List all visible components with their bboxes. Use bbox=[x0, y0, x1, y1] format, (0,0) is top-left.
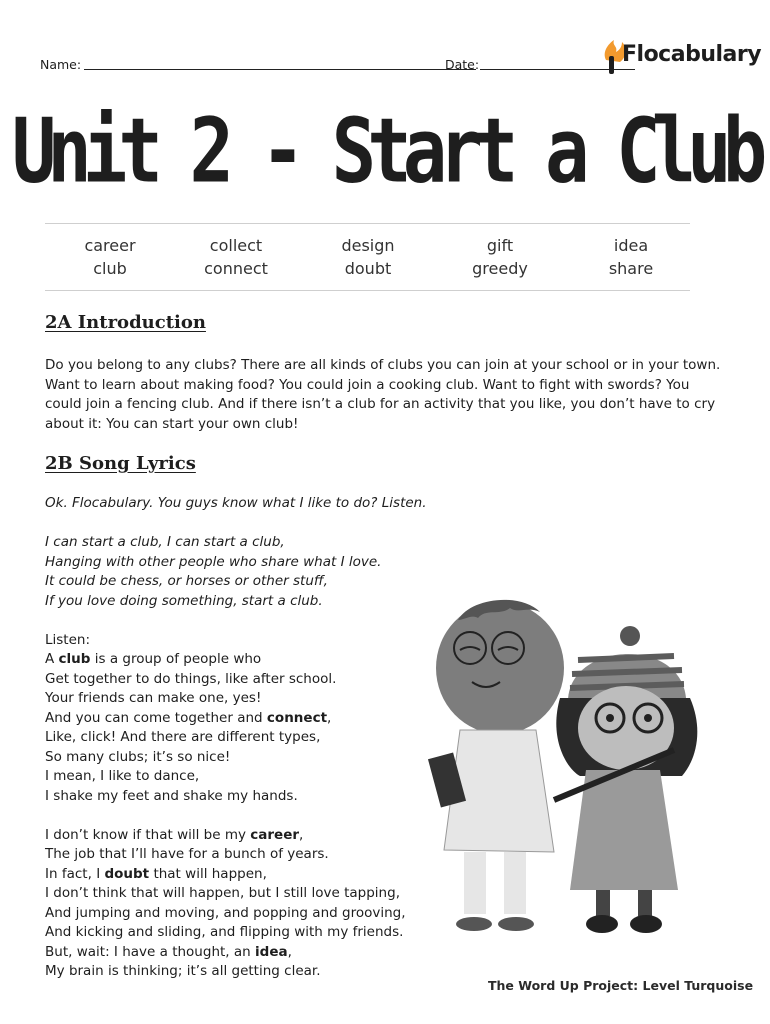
name-label: Name: bbox=[40, 57, 82, 72]
lyric-line: And jumping and moving, and popping and grooving, bbox=[45, 904, 406, 921]
intro-paragraph bbox=[45, 356, 725, 434]
lyric-line: I mean, I like to dance, bbox=[45, 768, 200, 784]
vocab-word: club bbox=[93, 259, 127, 278]
lyric-line: Get together to do things, like after school. bbox=[45, 670, 337, 687]
lyric-line: A club is a group of people who bbox=[45, 651, 262, 667]
vocab-column bbox=[435, 234, 565, 280]
vocab-column bbox=[171, 234, 301, 280]
lyric-line: In fact, I doubt that will happen, bbox=[45, 865, 267, 882]
vocab-word: gift bbox=[486, 236, 514, 255]
logo-text: Flocabulary bbox=[622, 42, 762, 67]
page-title: Unit 2 - Start a Club bbox=[11, 100, 759, 204]
lyric-line: And you can come together and connect, bbox=[45, 709, 332, 726]
intro-line: could join a fencing club. And if there isn’t a club for an activity that you like, you don’t have to cry bbox=[45, 396, 716, 412]
lyric-line: It could be chess, or horses or other stuff, bbox=[45, 573, 328, 589]
lyric-line: And kicking and sliding, and flipping with my friends. bbox=[45, 924, 404, 940]
vocab-word: idea bbox=[613, 236, 649, 255]
lyric-line: I don’t know if that will be my career, bbox=[45, 826, 304, 843]
name-field[interactable] bbox=[84, 69, 476, 70]
lyric-gap bbox=[45, 611, 425, 631]
lyric-line: Like, click! And there are different types, bbox=[45, 729, 321, 745]
lyric-gap bbox=[45, 806, 425, 826]
boy-head bbox=[436, 602, 564, 734]
vocab-word: share bbox=[608, 259, 654, 278]
vocab-column bbox=[303, 234, 433, 280]
kids-illustration bbox=[420, 590, 730, 950]
lyric-line: Listen: bbox=[45, 631, 91, 648]
flocabulary-logo bbox=[600, 38, 762, 76]
vocab-word: connect bbox=[204, 259, 268, 278]
vocab-column bbox=[45, 234, 175, 280]
intro-line: about it: You can start your own club! bbox=[45, 415, 299, 432]
vocab-word: greedy bbox=[472, 259, 528, 278]
vocab-column bbox=[566, 234, 696, 280]
footer-text: The Word Up Project: Level Turquoise bbox=[488, 978, 754, 993]
lyric-line: If you love doing something, start a club. bbox=[45, 592, 323, 609]
lyric-line: The job that I’ll have for a bunch of years. bbox=[45, 846, 329, 862]
lyrics-heading: 2B Song Lyrics bbox=[45, 453, 196, 474]
lyric-line: Hanging with other people who share what I love. bbox=[45, 553, 382, 570]
vocab-word: design bbox=[341, 236, 395, 255]
lyric-line: Your friends can make one, yes! bbox=[45, 690, 262, 706]
lyric-line: Ok. Flocabulary. You guys know what I like to do? Listen. bbox=[45, 495, 427, 511]
lyric-line: But, wait: I have a thought, an idea, bbox=[45, 943, 292, 960]
vocab-word: doubt bbox=[344, 259, 392, 278]
intro-line: Do you belong to any clubs? There are all kinds of clubs you can join at your school or in your town. bbox=[45, 357, 721, 373]
intro-line: Want to learn about making food? You could join a cooking club. Want to fight with swords? You bbox=[45, 376, 690, 393]
lyric-line: My brain is thinking; it’s all getting clear. bbox=[45, 963, 321, 979]
date-label: Date: bbox=[445, 57, 480, 72]
boy-leg-left bbox=[464, 852, 486, 914]
lyric-line: I don’t think that will happen, but I still love tapping, bbox=[45, 885, 400, 901]
vocab-word: collect bbox=[209, 236, 263, 255]
lyric-line: So many clubs; it’s so nice! bbox=[45, 748, 231, 765]
lyric-line: I can start a club, I can start a club, bbox=[45, 534, 285, 550]
lyric-gap bbox=[45, 514, 425, 534]
intro-heading: 2A Introduction bbox=[45, 312, 206, 333]
vocab-word: career bbox=[84, 236, 136, 255]
lyric-line: I shake my feet and shake my hands. bbox=[45, 787, 298, 804]
boy-leg-right bbox=[504, 852, 526, 914]
vocab-box bbox=[45, 223, 690, 291]
song-lyrics bbox=[45, 494, 425, 982]
